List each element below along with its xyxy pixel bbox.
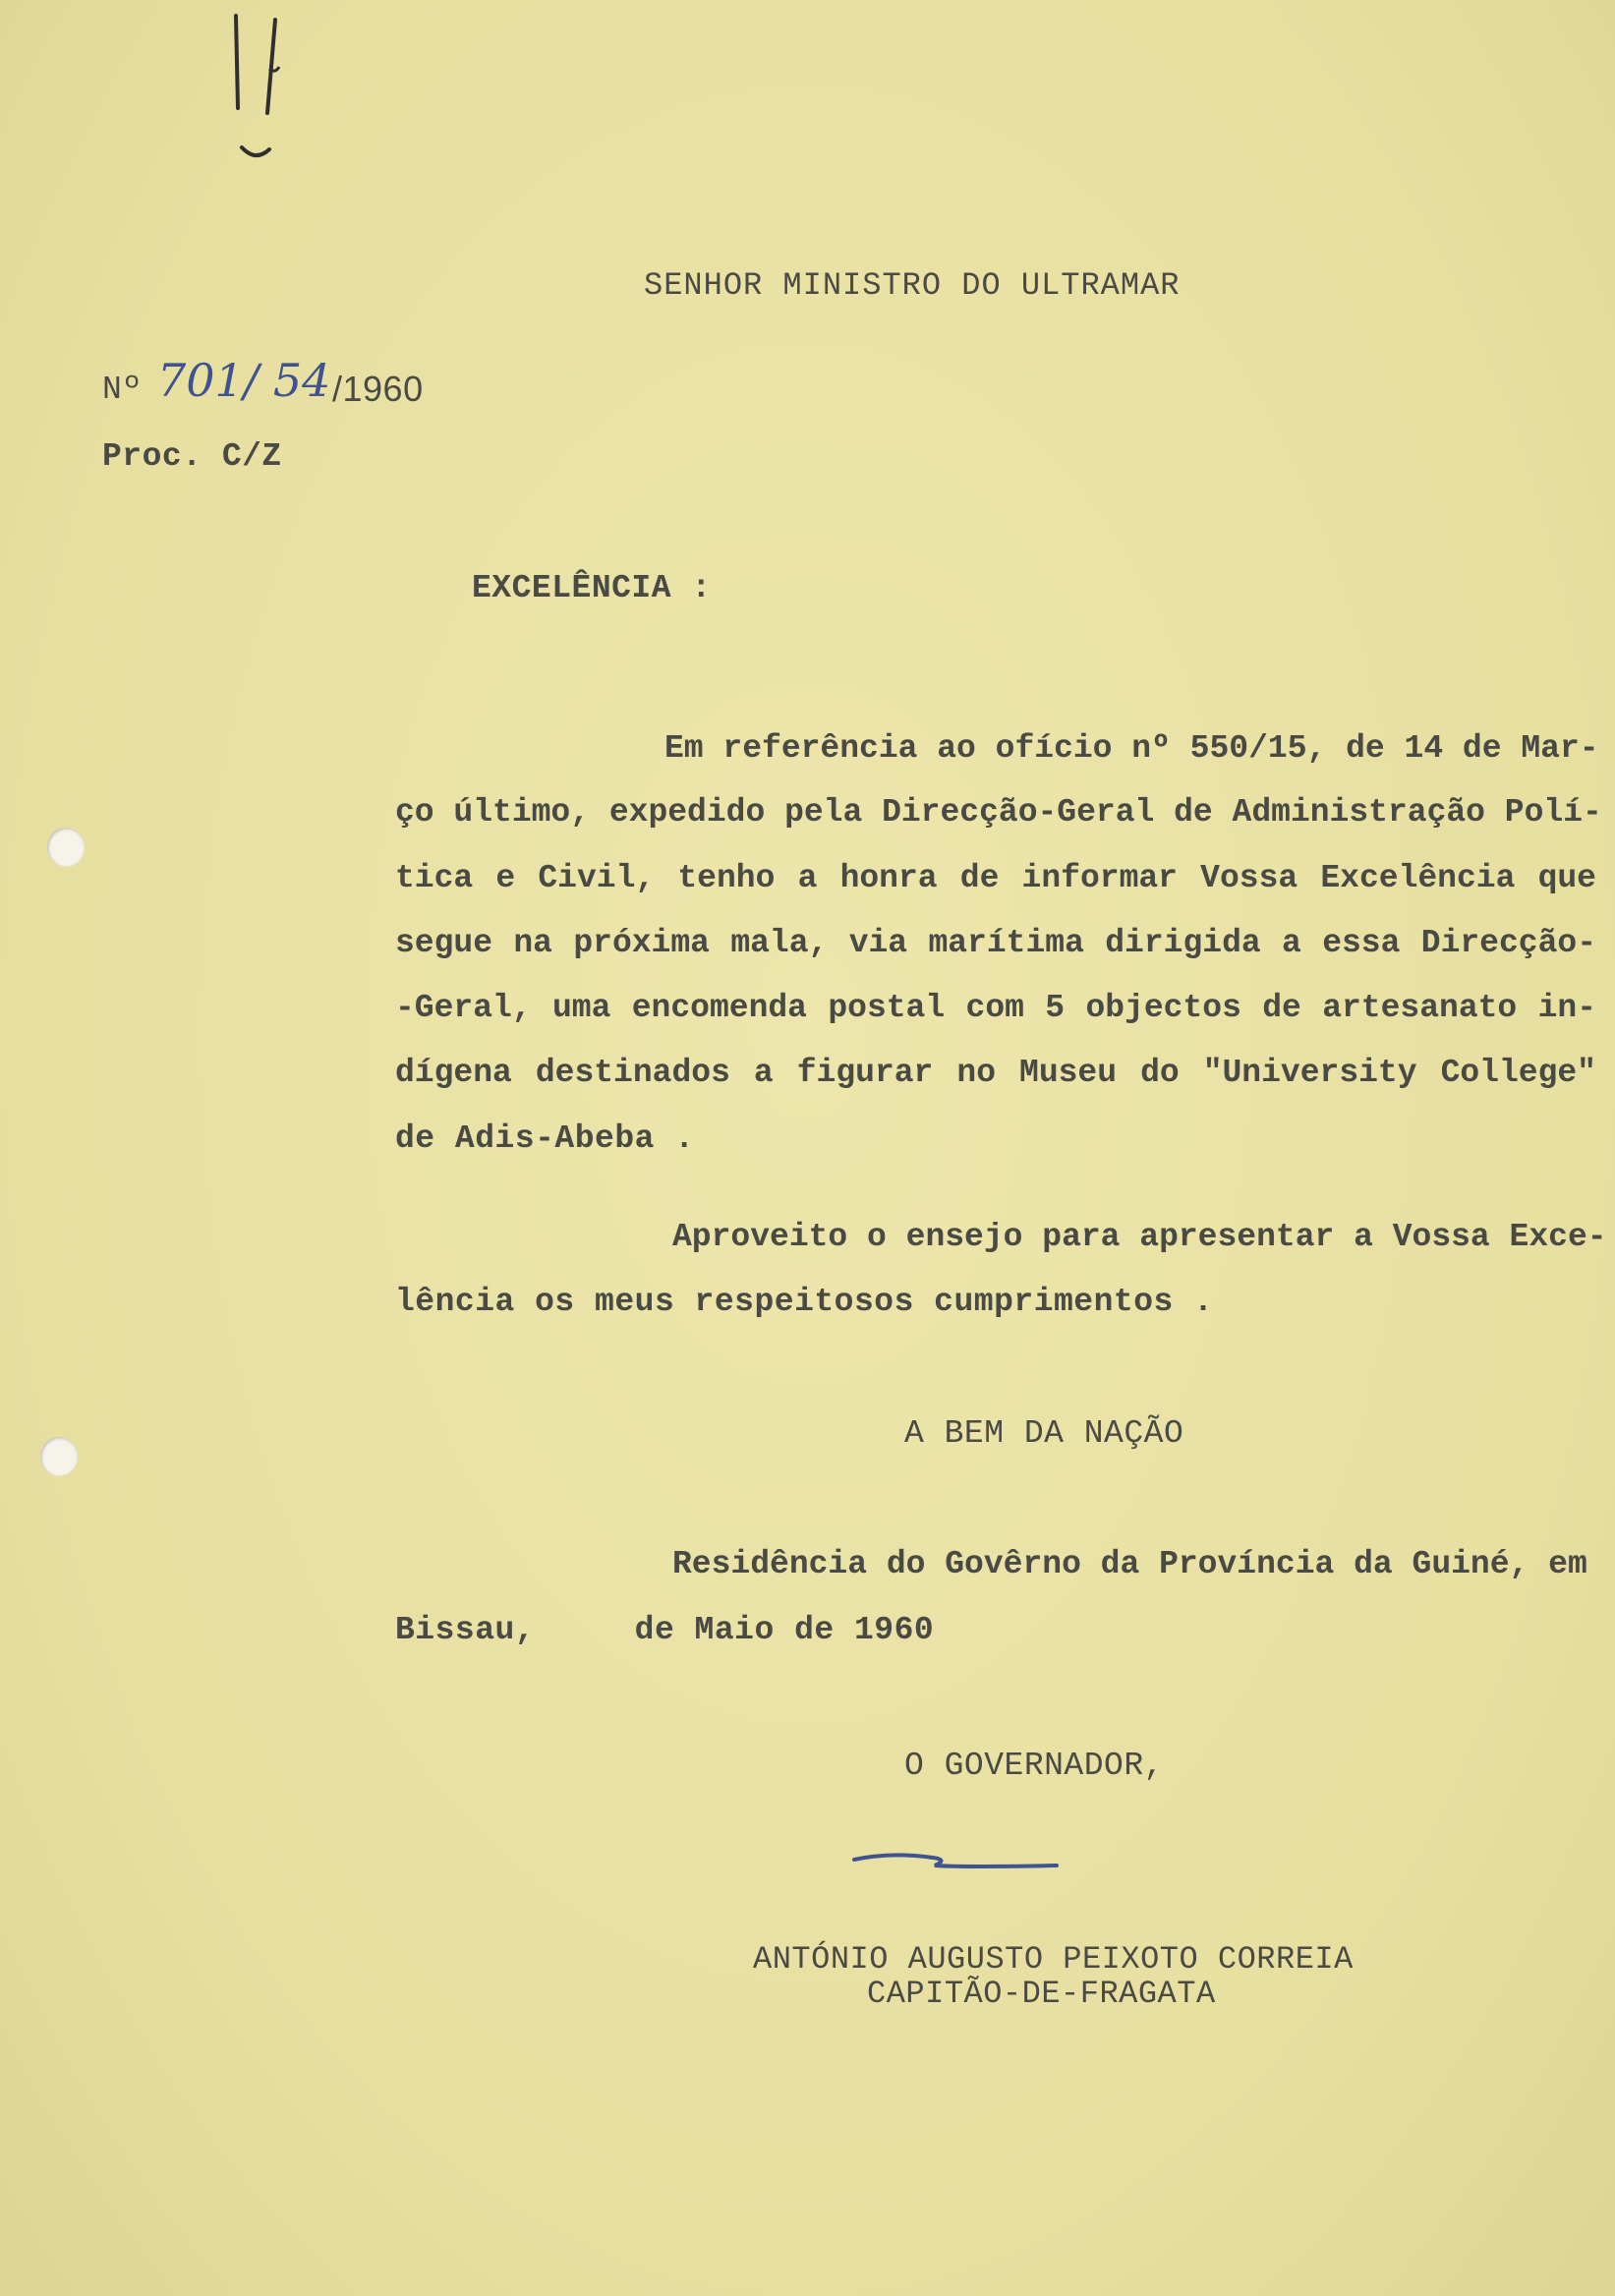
body-line-1: Em referência ao ofício nº 550/15, de 14 de Mar-	[664, 730, 1599, 767]
addressee-heading: SENHOR MINISTRO DO ULTRAMAR	[644, 267, 1181, 304]
reference-number-handwritten: 701/ 54	[157, 354, 331, 407]
closing-place-line-2: Bissau, de Maio de 1960	[395, 1612, 935, 1648]
body-line-8: Aproveito o ensejo para apresentar a Vossa Exce-	[672, 1219, 1607, 1255]
signatory-name: ANTÓNIO AUGUSTO PEIXOTO CORREIA	[753, 1941, 1354, 1978]
body-line-7: de Adis-Abeba .	[395, 1120, 695, 1157]
signature-handwritten	[850, 1838, 1067, 1877]
salutation: EXCELÊNCIA :	[472, 570, 712, 606]
signatory-rank: CAPITÃO-DE-FRAGATA	[867, 1976, 1216, 2012]
closing-place-line-1: Residência do Govêrno da Província da Guiné, em	[672, 1546, 1587, 1582]
body-line-9: lência os meus respeitosos cumprimentos .	[395, 1284, 1214, 1320]
process-reference: Proc. C/Z	[102, 438, 282, 475]
body-line-2: ço último, expedido pela Direcção-Geral de Administração Polí-	[395, 794, 1602, 831]
body-line-3: tica e Civil, tenho a honra de informar Vossa Excelência que	[395, 860, 1596, 896]
folio-mark-handwritten	[224, 10, 303, 167]
punch-hole-bottom	[40, 1437, 78, 1476]
punch-hole-top	[47, 828, 85, 867]
reference-number-prefix: Nº	[102, 372, 143, 408]
closing-role: O GOVERNADOR,	[904, 1748, 1164, 1784]
body-line-6: dígena destinados a figurar no Museu do "University College"	[395, 1055, 1596, 1091]
body-line-4: segue na próxima mala, via marítima dirigida a essa Direcção-	[395, 925, 1596, 961]
reference-number-year: /1960	[332, 369, 424, 409]
closing-motto: A BEM DA NAÇÃO	[904, 1415, 1184, 1452]
body-line-5: -Geral, uma encomenda postal com 5 objectos de artesanato in-	[395, 990, 1596, 1026]
